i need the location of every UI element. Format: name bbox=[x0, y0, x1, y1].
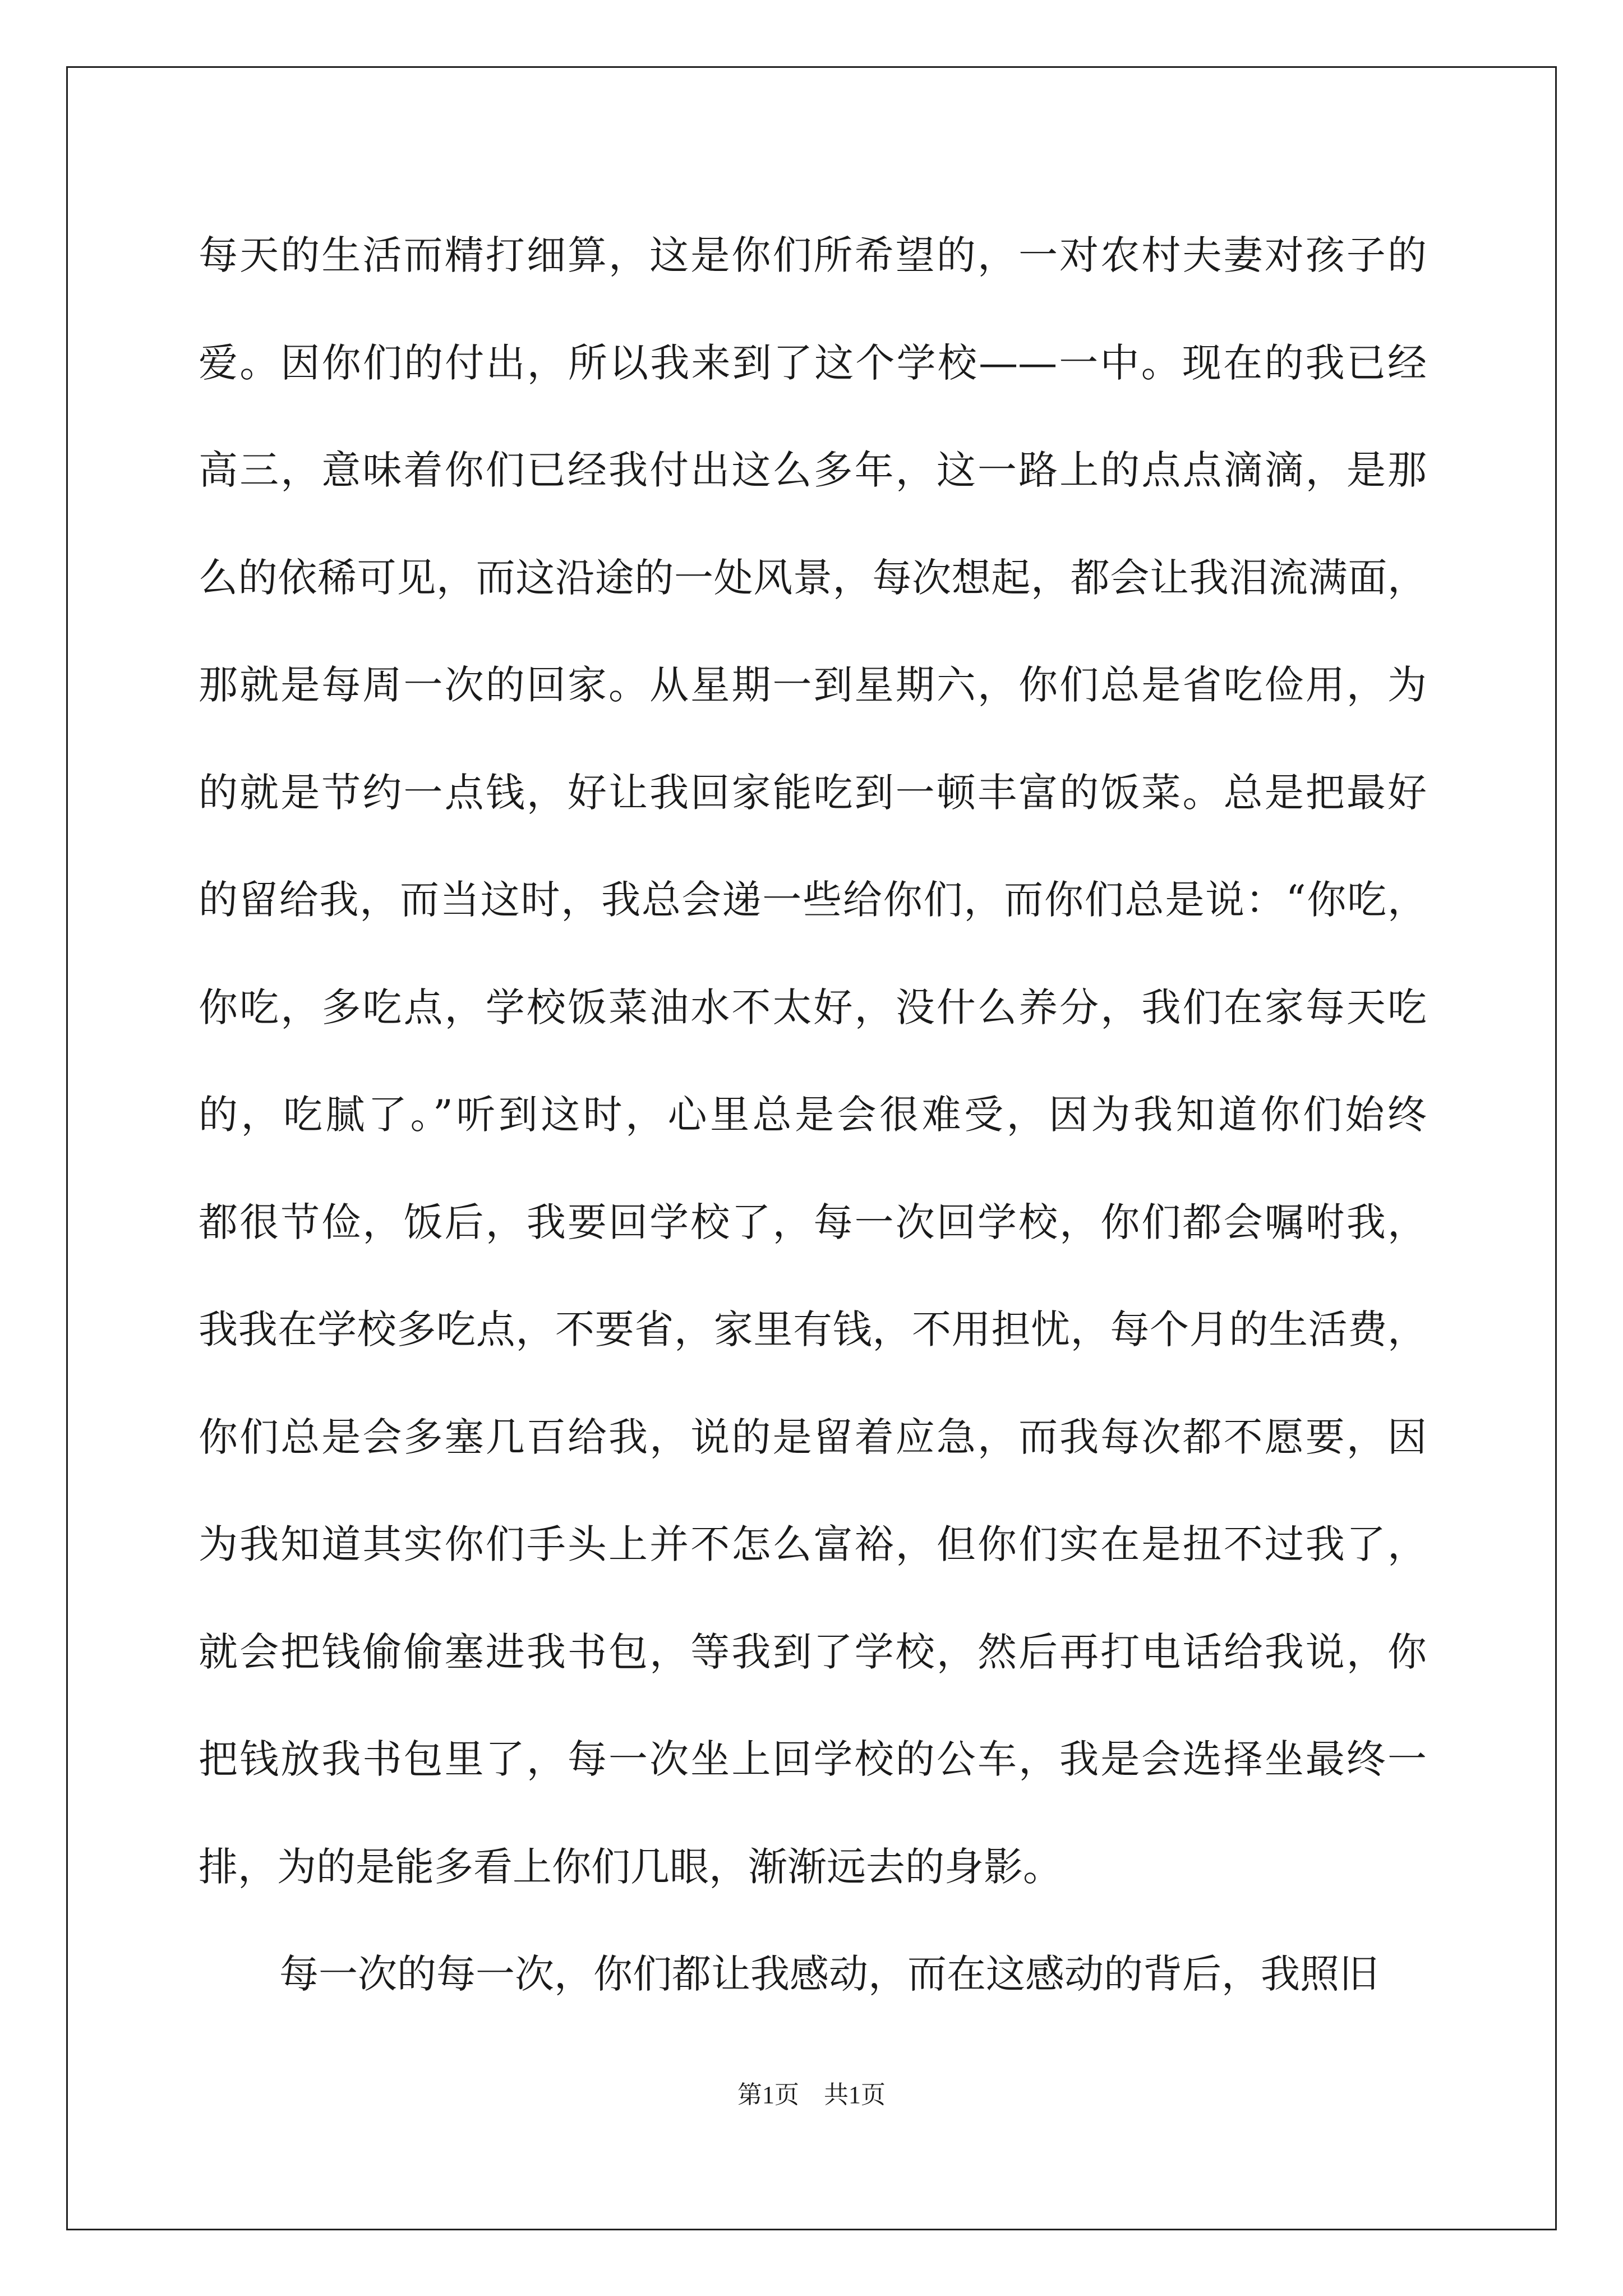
text-line: 就会把钱偷偷塞进我书包，等我到了学校，然后再打电话给我说，你 bbox=[199, 1628, 1427, 1675]
text-line: 高三，意味着你们已经我付出这么多年，这一路上的点点滴滴，是那 bbox=[199, 447, 1427, 493]
text-line: 把钱放我书包里了，每一次坐上回学校的公车，我是会选择坐最终一 bbox=[199, 1736, 1427, 1782]
text-line: 为我知道其实你们手头上并不怎么富裕，但你们实在是扭不过我了， bbox=[199, 1521, 1427, 1567]
paragraph-start-line: 每一次的每一次，你们都让我感动，而在这感动的背后，我照旧 bbox=[279, 1951, 1378, 1997]
text-line: 的留给我，而当这时，我总会递一些给你们，而你们总是说：“你吃， bbox=[199, 877, 1427, 923]
document-body bbox=[199, 202, 1427, 2028]
text-line: 每天的生活而精打细算，这是你们所希望的，一对农村夫妻对孩子的 bbox=[199, 232, 1427, 278]
text-line: 我我在学校多吃点，不要省，家里有钱，不用担忧，每个月的生活费， bbox=[199, 1306, 1427, 1352]
text-line: 么的依稀可见，而这沿途的一处风景，每次想起，都会让我泪流满面， bbox=[199, 554, 1427, 601]
paragraph-end-line: 排，为的是能多看上你们几眼，渐渐远去的身影。 bbox=[199, 1843, 1062, 1890]
text-line: 你吃，多吃点，学校饭菜油水不太好，没什么养分，我们在家每天吃 bbox=[199, 984, 1427, 1030]
text-line: 的，吃腻了。”听到这时，心里总是会很难受，因为我知道你们始终 bbox=[199, 1092, 1427, 1138]
text-line: 都很节俭，饭后，我要回学校了，每一次回学校，你们都会嘱咐我， bbox=[199, 1199, 1427, 1245]
page-number-footer: 第1页 共1页 bbox=[737, 2081, 886, 2109]
text-line: 的就是节约一点钱，好让我回家能吃到一顿丰富的饭菜。总是把最好 bbox=[199, 769, 1427, 816]
text-line: 爱。因你们的付出，所以我来到了这个学校——一中。现在的我已经 bbox=[199, 339, 1427, 386]
text-line: 你们总是会多塞几百给我，说的是留着应急，而我每次都不愿要，因 bbox=[199, 1414, 1427, 1460]
text-line: 那就是每周一次的回家。从星期一到星期六，你们总是省吃俭用，为 bbox=[199, 662, 1427, 708]
